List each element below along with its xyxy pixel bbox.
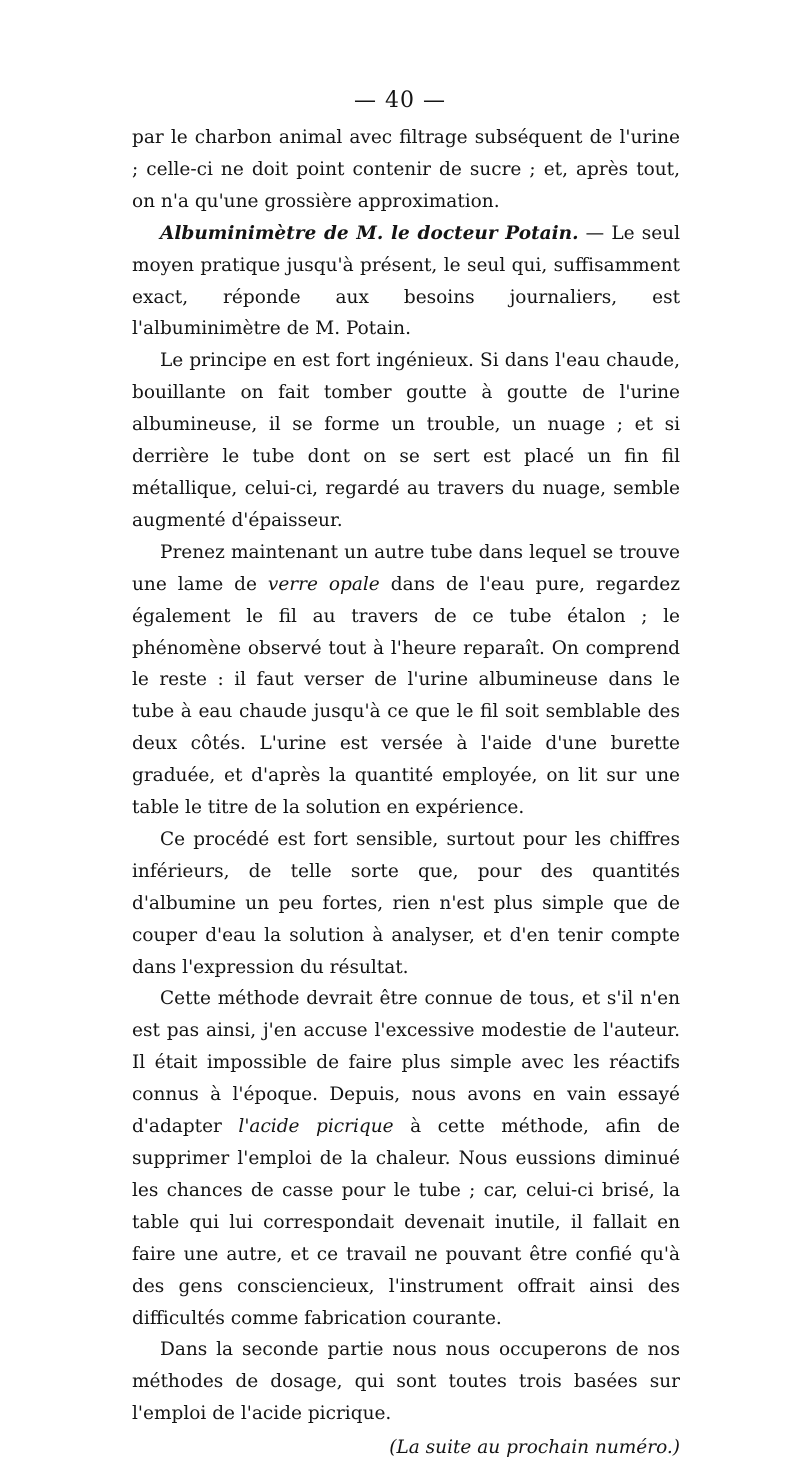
paragraph-4-part-a: Prenez maintenant un autre tube dans lequel se trouve une lame de <box>132 541 680 595</box>
paragraph-6-part-b: à cette méthode, afin de supprimer l'emploi de la chaleur. Nous eussions diminué les chances de casse pour le tube ; car, celui-ci brisé, la table qui lui correspondait devenait inutile, il fallait en faire une autre, et ce travail ne pouvant être confié qu'à des gens consciencieux, l'instrument offrait ainsi des difficultés comme fabrication courante. <box>132 1116 680 1329</box>
paragraph-6 <box>132 983 680 1334</box>
term-verre-opale: verre opale <box>267 573 380 595</box>
term-acide-picrique: l'acide picrique <box>238 1116 394 1138</box>
body-text <box>132 122 680 1464</box>
paragraph-4-part-b: dans de l'eau pure, regardez également le fil au travers de ce tube étalon ; le phénomène observé tout à l'heure reparaît. On comprend le reste : il faut verser de l'urine albumineuse dans le tube à eau chaude jusqu'à ce que le fil soit semblable des deux côtés. L'urine est versée à l'aide d'une burette graduée, et d'après la quantité employée, on lit sur une table le titre de la solution en expérience. <box>132 573 680 819</box>
continuation-note: (La suite au prochain numéro.) <box>389 1437 680 1459</box>
paragraph-1: par le charbon animal avec filtrage subséquent de l'urine ; celle-ci ne doit point contenir de sucre ; et, après tout, on n'a qu'une grossière approximation. <box>132 127 680 212</box>
section-heading-albuminimetre: Albuminimètre de M. le docteur Potain. <box>160 222 579 244</box>
paragraph-2 <box>132 218 680 346</box>
paragraph-4 <box>132 537 680 824</box>
paragraph-6-part-a: Cette méthode devrait être connue de tous, et s'il n'en est pas ainsi, j'en accuse l'excessive modestie de l'auteur. Il était impossible de faire plus simple avec les réactifs connus à l'époque. Depuis, nous avons en vain essayé d'adapter <box>132 988 680 1138</box>
paragraph-2-text: — Le seul moyen pratique jusqu'à présent, le seul qui, suffisamment exact, réponde aux besoins journaliers, est l'albuminimètre de M. Potain. <box>132 222 681 340</box>
page-number: — 40 — <box>354 88 446 113</box>
paragraph-5: Ce procédé est fort sensible, surtout pour les chiffres inférieurs, de telle sorte que, pour des quantités d'albumine un peu fortes, rien n'est plus simple que de couper d'eau la solution à analyser, et d'en tenir compte dans l'expression du résultat. <box>132 828 680 978</box>
paragraph-7: Dans la seconde partie nous nous occuperons de nos méthodes de dosage, qui sont toutes trois basées sur l'emploi de l'acide picrique. <box>132 1339 680 1425</box>
paragraph-3: Le principe en est fort ingénieux. Si dans l'eau chaude, bouillante on fait tomber goutte à goutte de l'urine albumineuse, il se forme un trouble, un nuage ; et si derrière le tube dont on se sert est placé un fin fil métallique, celui-ci, regardé au travers du nuage, semble augmenté d'épaisseur. <box>132 350 680 531</box>
